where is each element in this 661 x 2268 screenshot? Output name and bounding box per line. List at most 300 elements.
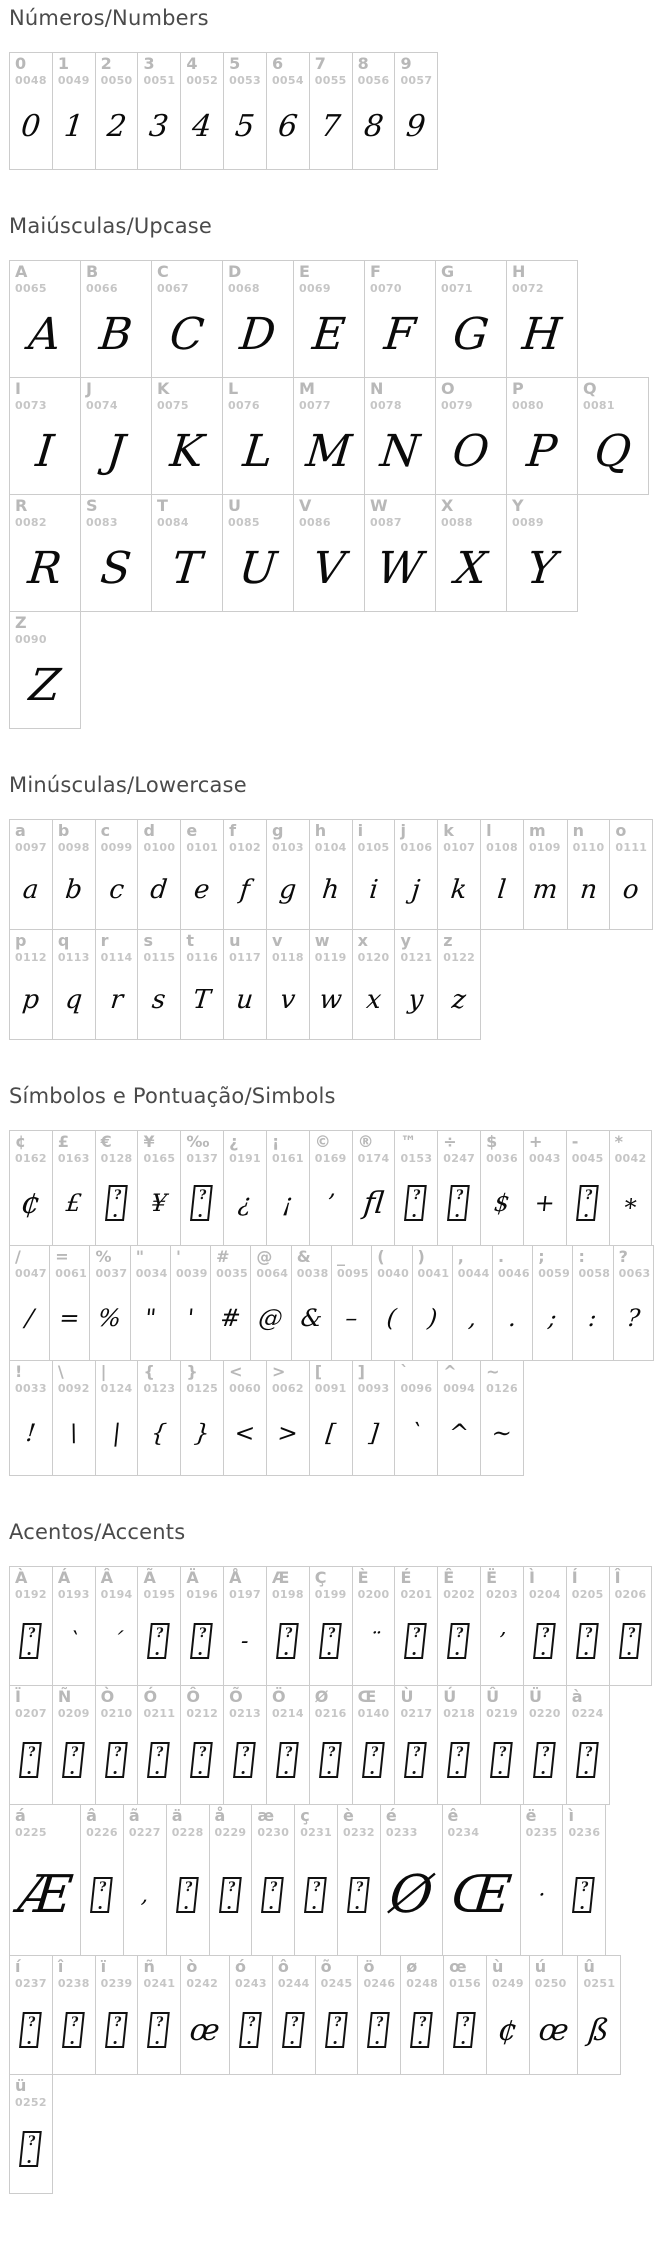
- rendered-glyph: Y: [524, 542, 560, 594]
- cell-unicode-code: 0236: [568, 1825, 601, 1839]
- cell-unicode-code: 0089: [512, 515, 544, 529]
- section-title: Acentos/Accents: [9, 1520, 186, 1544]
- cell-character-label: n: [572, 821, 584, 840]
- glyph-cell: [309, 929, 353, 1040]
- cell-unicode-code: 0078: [370, 398, 402, 412]
- notdef-dot: [71, 1771, 74, 1774]
- cell-unicode-code: 0062: [271, 1381, 304, 1395]
- cell-unicode-code: 0105: [357, 840, 390, 854]
- cell-character-label: ,: [457, 1247, 464, 1266]
- cell-character-label: +: [528, 1132, 543, 1151]
- rendered-glyph: [182, 1601, 222, 1679]
- missing-glyph-icon: [239, 2012, 262, 2048]
- cell-unicode-code: 0224: [571, 1706, 604, 1720]
- glyph-grid: [9, 260, 653, 729]
- cell-character-label: Õ: [229, 1687, 243, 1706]
- cell-unicode-code: 0245: [320, 1976, 353, 1990]
- cell-character-label: ©: [314, 1132, 331, 1151]
- cell-character-label: ?: [618, 1247, 628, 1266]
- cell-character-label: á: [15, 1806, 26, 1825]
- notdef-dot: [376, 2041, 379, 2044]
- notdef-dot: [542, 1652, 545, 1655]
- cell-unicode-code: 0051: [143, 73, 176, 87]
- cell-character-label: Á: [57, 1568, 71, 1587]
- cell-unicode-code: 0227: [128, 1825, 161, 1839]
- glyph-cell: [352, 52, 396, 170]
- cell-unicode-code: 0068: [228, 281, 260, 295]
- glyph-cell: [180, 819, 224, 930]
- rendered-glyph: C: [167, 308, 207, 360]
- notdef-dot: [585, 1652, 588, 1655]
- glyph-cell: [9, 377, 81, 495]
- glyph-cell: [222, 494, 294, 612]
- cell-character-label: È: [357, 1568, 369, 1587]
- notdef-dot: [113, 1214, 116, 1217]
- glyph-cell: [52, 1955, 96, 2075]
- rendered-glyph: $: [492, 1188, 512, 1217]
- notdef-dot: [185, 1906, 188, 1909]
- cell-character-label: À: [15, 1568, 28, 1587]
- cell-unicode-code: 0201: [400, 1587, 433, 1601]
- rendered-glyph: >: [276, 1418, 300, 1447]
- rendered-glyph: w: [317, 984, 344, 1015]
- cell-character-label: œ: [449, 1957, 467, 1976]
- cell-character-label: W: [370, 496, 388, 515]
- rendered-glyph: ": [143, 1303, 158, 1332]
- glyph-cell: [394, 819, 438, 930]
- cell-character-label: ì: [568, 1806, 574, 1825]
- glyph-cell: [523, 1566, 567, 1686]
- rendered-glyph: ‚: [139, 1882, 150, 1908]
- cell-character-label: ö: [363, 1957, 375, 1976]
- section-title: Maiúsculas/Upcase: [9, 214, 213, 238]
- cell-unicode-code: 0090: [15, 632, 47, 646]
- cell-unicode-code: 0119: [314, 950, 347, 964]
- cell-character-label: í: [15, 1957, 21, 1976]
- cell-character-label: å: [214, 1806, 226, 1825]
- cell-unicode-code: 0114: [100, 950, 133, 964]
- notdef-dot: [462, 2041, 465, 2044]
- cell-character-label: H: [512, 262, 526, 281]
- cell-unicode-code: 0200: [357, 1587, 390, 1601]
- rendered-glyph: =: [58, 1303, 82, 1332]
- glyph-cell: [266, 1360, 310, 1476]
- glyph-cell: [443, 1955, 487, 2075]
- cell-character-label: æ: [257, 1806, 275, 1825]
- cell-character-label: T: [157, 496, 168, 515]
- cell-character-label: Ò: [100, 1687, 115, 1706]
- glyph-grid: [9, 1130, 653, 1476]
- missing-glyph-icon: [319, 1742, 342, 1778]
- glyph-cell: [394, 1360, 438, 1476]
- cell-character-label: Ø: [314, 1687, 329, 1706]
- cell-character-label: .: [497, 1247, 505, 1266]
- glyph-cell: [293, 260, 365, 378]
- rendered-glyph: [568, 1720, 608, 1798]
- rendered-glyph: ß: [587, 2012, 612, 2048]
- rendered-glyph: s: [151, 984, 168, 1015]
- cell-unicode-code: 0079: [441, 398, 473, 412]
- notdef-question-mark: ?: [455, 1625, 465, 1641]
- rendered-glyph: [568, 1165, 608, 1239]
- missing-glyph-icon: [19, 2131, 42, 2167]
- cell-character-label: <: [229, 1362, 243, 1381]
- rendered-glyph: h: [320, 874, 341, 905]
- glyph-cell: [480, 1360, 524, 1476]
- section-acentos: [9, 1520, 653, 2194]
- cell-character-label: O: [441, 379, 455, 398]
- glyph-cell: [222, 260, 294, 378]
- rendered-glyph: ’: [497, 1628, 507, 1654]
- cell-unicode-code: 0100: [143, 840, 176, 854]
- cell-unicode-code: 0244: [277, 1976, 310, 1990]
- glyph-row: [9, 1955, 653, 2075]
- cell-unicode-code: 0082: [15, 515, 47, 529]
- rendered-glyph: [11, 1720, 51, 1798]
- notdef-dot: [456, 1652, 459, 1655]
- rendered-glyph: k: [449, 874, 469, 905]
- glyph-cell: [293, 377, 365, 495]
- glyph-cell: [137, 52, 181, 170]
- rendered-glyph: [182, 1720, 222, 1798]
- notdef-question-mark: ?: [626, 1625, 636, 1641]
- glyph-cell: [180, 52, 224, 170]
- rendered-glyph: f: [238, 874, 252, 905]
- cell-character-label: ò: [186, 1957, 198, 1976]
- glyph-cell: [180, 1130, 224, 1246]
- cell-unicode-code: 0067: [157, 281, 189, 295]
- cell-unicode-code: 0038: [296, 1266, 329, 1280]
- rendered-glyph: v: [278, 984, 297, 1015]
- rendered-glyph: p: [20, 984, 41, 1015]
- cell-unicode-code: 0230: [257, 1825, 290, 1839]
- cell-character-label: c: [100, 821, 111, 840]
- cell-character-label: Œ: [357, 1687, 377, 1706]
- cell-character-label: Ü: [528, 1687, 542, 1706]
- rendered-glyph: ': [185, 1303, 196, 1332]
- cell-unicode-code: 0093: [357, 1381, 390, 1395]
- rendered-glyph: ¢: [19, 1185, 43, 1221]
- rendered-glyph: –: [344, 1303, 360, 1332]
- cell-character-label: k: [443, 821, 454, 840]
- cell-unicode-code: 0198: [271, 1587, 304, 1601]
- cell-unicode-code: 0058: [578, 1266, 611, 1280]
- notdef-dot: [28, 1771, 31, 1774]
- rendered-glyph: [563, 1839, 606, 1949]
- notdef-dot: [71, 2041, 74, 2044]
- rendered-glyph: i: [367, 874, 380, 905]
- rendered-glyph: @: [257, 1303, 285, 1332]
- cell-unicode-code: 0219: [486, 1706, 518, 1720]
- cell-unicode-code: 0109: [528, 840, 561, 854]
- glyph-row: [9, 929, 653, 1040]
- glyph-cell: [137, 1566, 181, 1686]
- cell-unicode-code: 0128: [100, 1151, 133, 1165]
- cell-character-label: Ê: [443, 1568, 455, 1587]
- cell-unicode-code: 0162: [15, 1151, 47, 1165]
- notdef-dot: [328, 1652, 331, 1655]
- missing-glyph-icon: [362, 1742, 385, 1778]
- glyph-cell: [352, 1360, 396, 1476]
- cell-unicode-code: 0209: [57, 1706, 90, 1720]
- cell-unicode-code: 0077: [299, 398, 331, 412]
- cell-unicode-code: 0060: [229, 1381, 261, 1395]
- rendered-glyph: %: [97, 1303, 123, 1332]
- glyph-cell: [364, 494, 436, 612]
- missing-glyph-icon: [368, 2012, 391, 2048]
- rendered-glyph: ·: [536, 1882, 547, 1908]
- rendered-glyph: ]: [367, 1418, 380, 1447]
- rendered-glyph: -: [239, 1628, 250, 1654]
- cell-unicode-code: 0061: [55, 1266, 88, 1280]
- cell-character-label: ): [417, 1247, 425, 1266]
- glyph-cell: [95, 1130, 139, 1246]
- glyph-cell: [291, 1245, 332, 1361]
- section-maiusculas: [9, 214, 653, 729]
- rendered-glyph: ?: [625, 1303, 642, 1332]
- rendered-glyph: 8: [362, 108, 385, 144]
- section-numeros: [9, 6, 653, 170]
- cell-character-label: J: [86, 379, 92, 398]
- rendered-glyph: [439, 1601, 479, 1679]
- glyph-cell: [315, 1955, 359, 2075]
- rendered-glyph: [610, 1601, 650, 1679]
- rendered-glyph: U: [236, 542, 280, 594]
- notdef-dot: [370, 1771, 373, 1774]
- cell-unicode-code: 0042: [614, 1151, 647, 1165]
- notdef-question-mark: ?: [269, 1879, 279, 1895]
- glyph-cell: [137, 1685, 181, 1805]
- cell-unicode-code: 0233: [385, 1825, 418, 1839]
- glyph-cell: [223, 1685, 267, 1805]
- cell-character-label: 9: [400, 54, 412, 73]
- glyph-cell: [352, 1685, 396, 1805]
- glyph-cell: [492, 1245, 533, 1361]
- glyph-cell: [394, 1685, 438, 1805]
- glyph-cell: [123, 1804, 167, 1956]
- missing-glyph-icon: [454, 2012, 477, 2048]
- cell-unicode-code: 0113: [57, 950, 90, 964]
- cell-character-label: [: [314, 1362, 323, 1381]
- cell-unicode-code: 0039: [175, 1266, 208, 1280]
- rendered-glyph: ;: [547, 1303, 559, 1332]
- cell-unicode-code: 0063: [618, 1266, 651, 1280]
- rendered-glyph: [97, 1165, 137, 1239]
- rendered-glyph: [97, 1720, 137, 1798]
- missing-glyph-icon: [491, 1742, 514, 1778]
- cell-unicode-code: 0071: [441, 281, 473, 295]
- glyph-cell: [9, 1685, 53, 1805]
- glyph-cell: [577, 1955, 621, 2075]
- glyph-cell: [137, 1130, 181, 1246]
- cell-character-label: N: [370, 379, 384, 398]
- notdef-question-mark: ?: [98, 1879, 108, 1895]
- rendered-glyph: [54, 1990, 94, 2068]
- glyph-cell: [309, 52, 353, 170]
- notdef-dot: [456, 1214, 459, 1217]
- cell-character-label: Y: [512, 496, 524, 515]
- rendered-glyph: X: [452, 542, 490, 594]
- cell-character-label: i: [357, 821, 364, 840]
- cell-unicode-code: 0217: [400, 1706, 433, 1720]
- cell-character-label: Ì: [528, 1568, 535, 1587]
- notdef-question-mark: ?: [583, 1187, 593, 1203]
- cell-unicode-code: 0246: [363, 1976, 396, 1990]
- notdef-dot: [413, 1771, 416, 1774]
- notdef-dot: [627, 1652, 630, 1655]
- section-simbolos: [9, 1084, 653, 1476]
- glyph-cell: [266, 52, 310, 170]
- glyph-cell: [223, 1360, 267, 1476]
- notdef-dot: [99, 1906, 102, 1909]
- cell-unicode-code: 0195: [143, 1587, 176, 1601]
- glyph-cell: [609, 1130, 653, 1246]
- rendered-glyph: 1: [62, 108, 86, 144]
- glyph-cell: [480, 1566, 524, 1686]
- notdef-question-mark: ?: [312, 1879, 322, 1895]
- cell-character-label: ï: [100, 1957, 107, 1976]
- rendered-glyph: [396, 1601, 436, 1679]
- cell-unicode-code: 0104: [314, 840, 347, 854]
- cell-character-label: /: [15, 1247, 21, 1266]
- rendered-glyph: F: [381, 308, 418, 360]
- missing-glyph-icon: [90, 1877, 113, 1913]
- glyph-cell: [506, 377, 578, 495]
- cell-unicode-code: 0070: [370, 281, 402, 295]
- glyph-cell: [613, 1245, 654, 1361]
- cell-unicode-code: 0102: [229, 840, 261, 854]
- rendered-glyph: D: [237, 308, 279, 360]
- cell-unicode-code: 0118: [271, 950, 304, 964]
- rendered-glyph: 7: [319, 108, 342, 144]
- glyph-cell: [480, 1130, 524, 1246]
- cell-unicode-code: 0239: [100, 1976, 133, 1990]
- cell-unicode-code: 0106: [400, 840, 433, 854]
- rendered-glyph: [139, 1720, 179, 1798]
- cell-unicode-code: 0241: [143, 1976, 176, 1990]
- rendered-glyph: ^: [447, 1418, 471, 1447]
- cell-character-label: >: [271, 1362, 286, 1381]
- glyph-row: [9, 260, 653, 378]
- cell-unicode-code: 0156: [449, 1976, 481, 1990]
- cell-character-label: `: [400, 1362, 409, 1381]
- rendered-glyph: T: [191, 984, 213, 1015]
- glyph-row: [9, 52, 653, 170]
- glyph-cell: [331, 1245, 372, 1361]
- cell-unicode-code: 0161: [271, 1151, 304, 1165]
- notdef-question-mark: ?: [69, 2014, 80, 2030]
- glyph-cell: [364, 377, 436, 495]
- cell-unicode-code: 0234: [447, 1825, 480, 1839]
- section-title: Minúsculas/Lowercase: [9, 773, 247, 797]
- cell-unicode-code: 0094: [443, 1381, 476, 1395]
- cell-character-label: €: [100, 1132, 112, 1151]
- glyph-cell: [95, 1685, 139, 1805]
- cell-unicode-code: 0080: [512, 398, 544, 412]
- cell-unicode-code: 0108: [486, 840, 518, 854]
- notdef-question-mark: ?: [69, 1744, 80, 1760]
- missing-glyph-icon: [148, 1742, 171, 1778]
- glyph-cell: [95, 1955, 139, 2075]
- cell-unicode-code: 0203: [486, 1587, 518, 1601]
- glyph-cell: [52, 1360, 96, 1476]
- glyph-cell: [394, 52, 438, 170]
- cell-unicode-code: 0165: [143, 1151, 176, 1165]
- glyph-cell: [364, 260, 436, 378]
- missing-glyph-icon: [105, 1742, 128, 1778]
- rendered-glyph: B: [97, 308, 135, 360]
- cell-unicode-code: 0214: [271, 1706, 304, 1720]
- cell-character-label: ™: [400, 1132, 417, 1151]
- cell-character-label: Z: [15, 613, 27, 632]
- cell-unicode-code: 0194: [100, 1587, 133, 1601]
- rendered-glyph: O: [450, 425, 492, 477]
- glyph-cell: [437, 1685, 481, 1805]
- cell-unicode-code: 0101: [186, 840, 219, 854]
- glyph-cell: [293, 494, 365, 612]
- notdef-question-mark: ?: [583, 1744, 593, 1760]
- glyph-cell: [437, 1360, 481, 1476]
- cell-unicode-code: 0099: [100, 840, 133, 854]
- glyph-cell: [80, 1804, 124, 1956]
- cell-character-label: ': [175, 1247, 181, 1266]
- cell-unicode-code: 0126: [486, 1381, 518, 1395]
- rendered-glyph: 3: [147, 108, 171, 144]
- cell-character-label: ó: [234, 1957, 246, 1976]
- cell-unicode-code: 0232: [343, 1825, 375, 1839]
- glyph-row: [9, 1685, 653, 1805]
- glyph-cell: [137, 1360, 181, 1476]
- glyph-cell: [9, 1955, 53, 2075]
- glyph-cell: [95, 1360, 139, 1476]
- cell-unicode-code: 0083: [86, 515, 118, 529]
- glyph-cell: [520, 1804, 564, 1956]
- cell-character-label: b: [57, 821, 70, 840]
- glyph-cell: [309, 1360, 353, 1476]
- glyph-cell: [223, 929, 267, 1040]
- cell-unicode-code: 0193: [57, 1587, 90, 1601]
- notdef-dot: [313, 1906, 316, 1909]
- notdef-dot: [585, 1771, 588, 1774]
- rendered-glyph: `: [408, 1418, 424, 1447]
- glyph-cell: [9, 1804, 81, 1956]
- cell-unicode-code: 0220: [528, 1706, 561, 1720]
- rendered-glyph: [525, 1601, 565, 1679]
- glyph-cell: [452, 1245, 493, 1361]
- glyph-cell: [566, 1566, 610, 1686]
- cell-character-label: Æ: [271, 1568, 290, 1587]
- rendered-glyph: ~: [490, 1418, 514, 1447]
- notdef-question-mark: ?: [326, 1625, 336, 1641]
- glyph-cell: [523, 1130, 567, 1246]
- rendered-glyph: [294, 1839, 337, 1949]
- cell-character-label: Ã: [143, 1568, 156, 1587]
- cell-unicode-code: 0192: [15, 1587, 47, 1601]
- missing-glyph-icon: [325, 2012, 348, 2048]
- notdef-question-mark: ?: [112, 1187, 122, 1203]
- missing-glyph-icon: [62, 2012, 85, 2048]
- missing-glyph-icon: [405, 1742, 428, 1778]
- rendered-glyph: z: [450, 984, 468, 1015]
- cell-unicode-code: 0202: [443, 1587, 476, 1601]
- cell-character-label: *: [614, 1132, 623, 1151]
- cell-unicode-code: 0033: [15, 1381, 47, 1395]
- glyph-cell: [577, 377, 649, 495]
- cell-unicode-code: 0163: [57, 1151, 90, 1165]
- glyph-grid: [9, 819, 653, 1040]
- notdef-dot: [227, 1906, 230, 1909]
- glyph-cell: [371, 1245, 412, 1361]
